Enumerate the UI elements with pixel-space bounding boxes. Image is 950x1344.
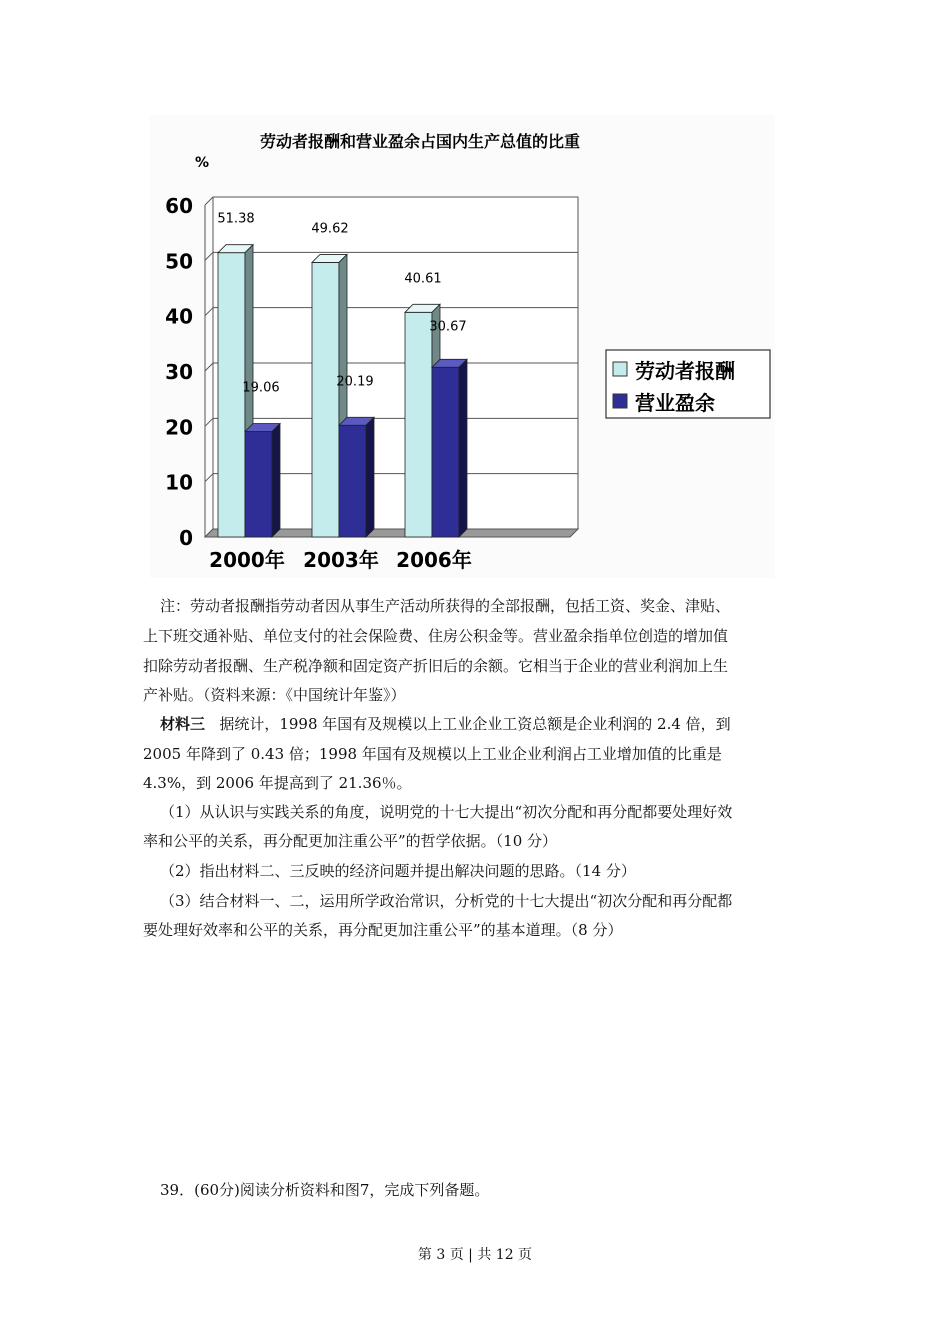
bar xyxy=(339,425,366,537)
data-label: 49.62 xyxy=(311,221,349,237)
bar xyxy=(312,262,339,537)
data-label: 40.61 xyxy=(404,271,442,287)
y-tick-label: 0 xyxy=(179,526,193,550)
x-tick-label: 2003年 xyxy=(303,548,379,572)
material-line: 4.3%，到 2006 年提高到了 21.36％。 xyxy=(143,774,412,792)
gridline-depth xyxy=(205,474,213,482)
x-tick-label: 2006年 xyxy=(396,548,472,572)
bar xyxy=(405,312,432,537)
gridline-depth xyxy=(205,197,213,205)
note-line: 上下班交通补贴、单位支付的社会保险费、住房公积金等。营业盈余指单位创造的增加值 xyxy=(143,627,729,645)
x-tick-label: 2000年 xyxy=(209,548,285,572)
legend-swatch-labor xyxy=(613,362,627,376)
gridline-depth xyxy=(205,418,213,426)
data-label: 30.67 xyxy=(429,319,467,335)
question-3-cont: 要处理好效率和公平的关系，再分配更加注重公平”的基本道理。（8 分） xyxy=(143,921,623,939)
bar-side xyxy=(272,424,280,537)
chart-svg xyxy=(150,115,775,578)
bar-side xyxy=(366,417,374,537)
y-tick-label: 10 xyxy=(165,470,193,495)
bar-chart xyxy=(150,115,775,578)
bar-side xyxy=(459,359,467,537)
data-label: 20.19 xyxy=(336,374,374,390)
legend-label-surplus: 营业盈余 xyxy=(635,391,715,415)
bar xyxy=(432,367,459,537)
question-1-cont: 率和公平的关系，再分配更加注重公平”的哲学依据。（10 分） xyxy=(143,832,558,850)
note-line: 注：劳动者报酬指劳动者因从事生产活动所获得的全部报酬，包括工资、奖金、津贴、 xyxy=(160,597,731,615)
data-label: 51.38 xyxy=(217,211,255,227)
gridline-depth xyxy=(205,308,213,316)
bar xyxy=(218,253,245,537)
gridline-depth xyxy=(205,363,213,371)
gridline-depth xyxy=(205,252,213,260)
y-tick-label: 60 xyxy=(165,194,193,218)
data-label: 19.06 xyxy=(242,380,280,396)
material-heading: 材料三 xyxy=(160,715,206,733)
y-tick-label: 40 xyxy=(165,304,193,329)
chart-title: 劳动者报酬和营业盈余占国内生产总值的比重 xyxy=(259,132,581,151)
note-line: 扣除劳动者报酬、生产税净额和固定资产折旧后的余额。它相当于企业的营业利润加上生 xyxy=(143,657,729,675)
note-line: 产补贴。（资料来源：《中国统计年鉴》） xyxy=(143,686,406,704)
bar xyxy=(245,432,272,537)
question-3: （3）结合材料一、二，运用所学政治常识，分析党的十七大提出“初次分配和再分配都 xyxy=(160,892,733,910)
legend-swatch-surplus xyxy=(613,394,627,408)
material-line: 2005 年降到了 0.43 倍；1998 年国有及规模以上工业企业利润占工业增加值的比重是 xyxy=(143,745,722,763)
y-tick-label: 30 xyxy=(165,360,193,384)
y-axis-label: % xyxy=(194,155,210,171)
y-tick-label: 50 xyxy=(165,249,193,274)
chart-legend xyxy=(606,350,770,418)
question-1: （1）从认识与实践关系的角度，说明党的十七大提出“初次分配和再分配都要处理好效 xyxy=(160,803,733,821)
material-line: 据统计，1998 年国有及规模以上工业企业工资总额是企业利润的 2.4 倍，到 xyxy=(219,715,731,733)
legend-label-labor: 劳动者报酬 xyxy=(635,359,735,383)
question-39: 39．(60分)阅读分析资料和图7，完成下列备题。 xyxy=(160,1181,490,1199)
page-footer: 第 3 页 | 共 12 页 xyxy=(417,1247,533,1263)
question-2: （2）指出材料二、三反映的经济问题并提出解决问题的思路。（14 分） xyxy=(160,862,636,880)
y-tick-label: 20 xyxy=(165,415,193,440)
